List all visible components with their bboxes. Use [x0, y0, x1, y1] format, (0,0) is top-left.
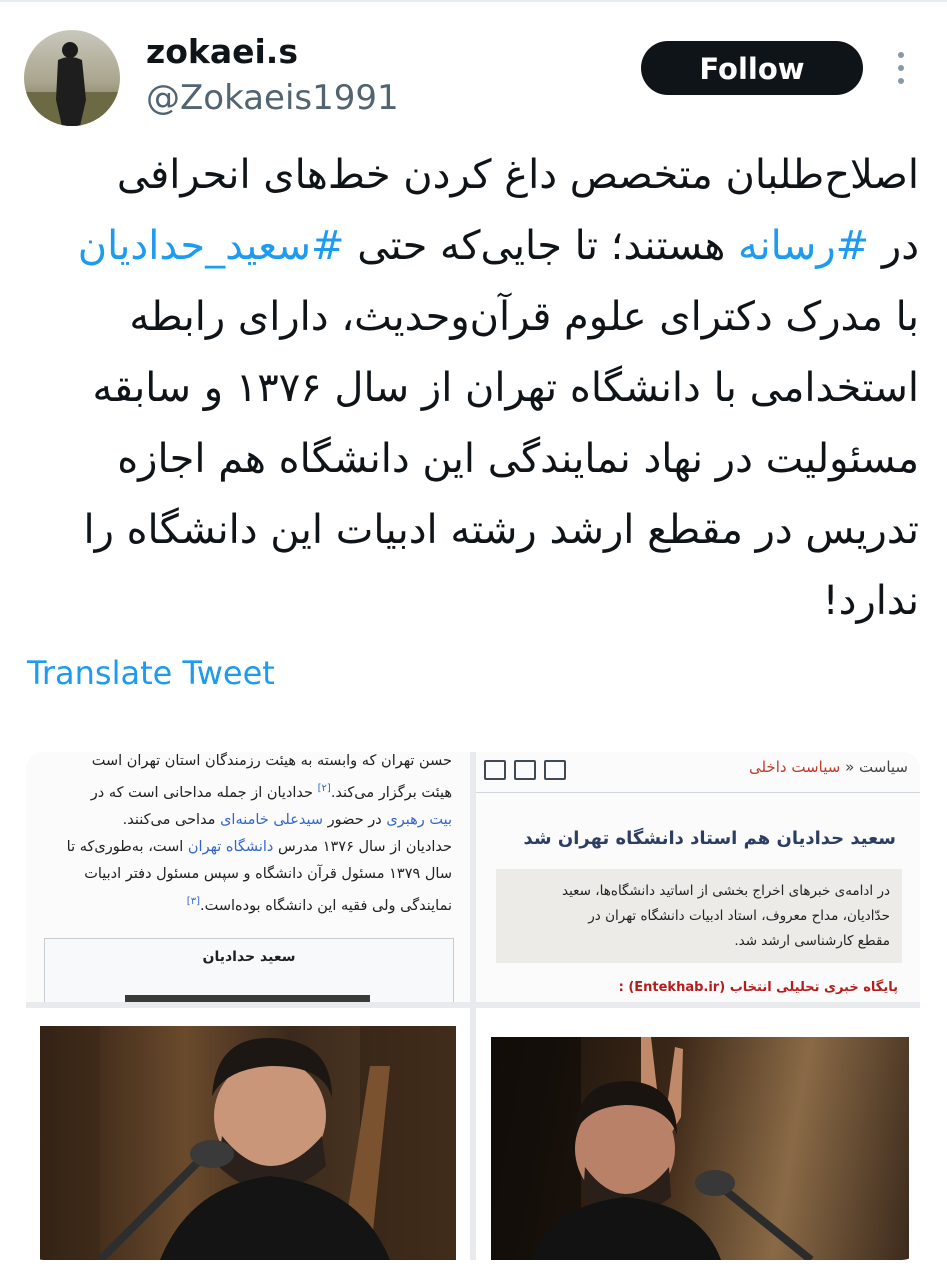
- tweet-line: با مدرک دکترای علوم قرآن‌وحدیث، دارای رابطه: [129, 294, 919, 340]
- user-handle[interactable]: @Zokaeis1991: [146, 78, 399, 118]
- wiki-link[interactable]: سیدعلی خامنه‌ای: [220, 811, 324, 828]
- follow-button[interactable]: Follow: [641, 41, 863, 95]
- photo-singer-microphone: [40, 1026, 456, 1260]
- media-image-photo[interactable]: [476, 1008, 920, 1260]
- wiki-link[interactable]: دانشگاه تهران: [187, 838, 274, 855]
- wiki-text: حسن تهران که وابسته به هیئت رزمندگان استان تهران است هیئت برگزار می‌کند.[۲] حدادیان از جمله مداحانی است که در بیت رهبری در حضور سیدعلی خامنه‌ای مداحی می‌کنند. حدادیان از سال ۱۳۷۶ مدرس دانشگاه تهران است، به‌طوری‌که تا سال ۱۳۷۹ مسئول قرآن دانشگاه و سپس مسئول دفتر ادبیات نمایندگی ولی فقیه این دانشگاه بوده‌است.[۳]: [66, 753, 452, 914]
- tweet-line: اصلاح‌طلبان متخصص داغ کردن خط‌های انحرافی: [116, 152, 919, 198]
- breadcrumb: سیاست « سیاست داخلی: [748, 758, 908, 776]
- save-icon[interactable]: [544, 760, 566, 780]
- news-lead-box: در ادامه‌ی خبرهای اخراج بخشی از اساتید دانشگاه‌ها، سعید حدّادیان، مداح معروف، استاد ادبیات دانشگاه تهران در مقطع کارشناسی ارشد شد.: [496, 869, 902, 963]
- tweet-line: مسئولیت در نهاد نمایندگی این دانشگاه هم اجازه: [117, 436, 919, 482]
- top-divider: [0, 0, 947, 2]
- divider: [476, 792, 920, 793]
- tweet-line: در #رسانه هستند؛ تا جایی‌که حتی #سعید_حدادیان: [77, 223, 919, 269]
- breadcrumb-link[interactable]: سیاست داخلی: [748, 758, 841, 776]
- wiki-caption: سعید حدادیان: [202, 949, 296, 965]
- news-source: پایگاه خبری تحلیلی انتخاب (Entekhab.ir) :: [618, 980, 898, 995]
- user-display-name[interactable]: zokaei.s: [146, 32, 298, 71]
- news-toolbar: [484, 760, 566, 780]
- news-headline: سعید حدادیان هم استاد دانشگاه تهران شد: [523, 828, 896, 849]
- photo-singer-raised-hand: [491, 1037, 909, 1260]
- email-icon[interactable]: [514, 760, 536, 780]
- more-options-icon[interactable]: [886, 48, 916, 88]
- hashtag-link[interactable]: #سعید_حدادیان: [77, 223, 345, 269]
- infobox-photo-edge: [125, 995, 370, 1002]
- tweet-text: [39, 140, 919, 637]
- wiki-link[interactable]: بیت رهبری: [386, 811, 452, 828]
- media-image-news[interactable]: [476, 752, 920, 1002]
- media-image-wiki[interactable]: [26, 752, 470, 1002]
- media-grid: [26, 752, 920, 1260]
- tweet-line: ندارد!: [822, 578, 919, 624]
- avatar[interactable]: [24, 30, 120, 126]
- tweet-line: استخدامی با دانشگاه تهران از سال ۱۳۷۶ و سابقه: [92, 365, 919, 411]
- wiki-infobox: [44, 938, 454, 1002]
- media-image-photo[interactable]: [26, 1008, 470, 1260]
- translate-tweet-link[interactable]: Translate Tweet: [27, 654, 275, 692]
- print-icon[interactable]: [484, 760, 506, 780]
- hashtag-link[interactable]: #رسانه: [738, 223, 870, 269]
- tweet-line: تدریس در مقطع ارشد رشته ادبیات این دانشگاه را: [83, 507, 919, 553]
